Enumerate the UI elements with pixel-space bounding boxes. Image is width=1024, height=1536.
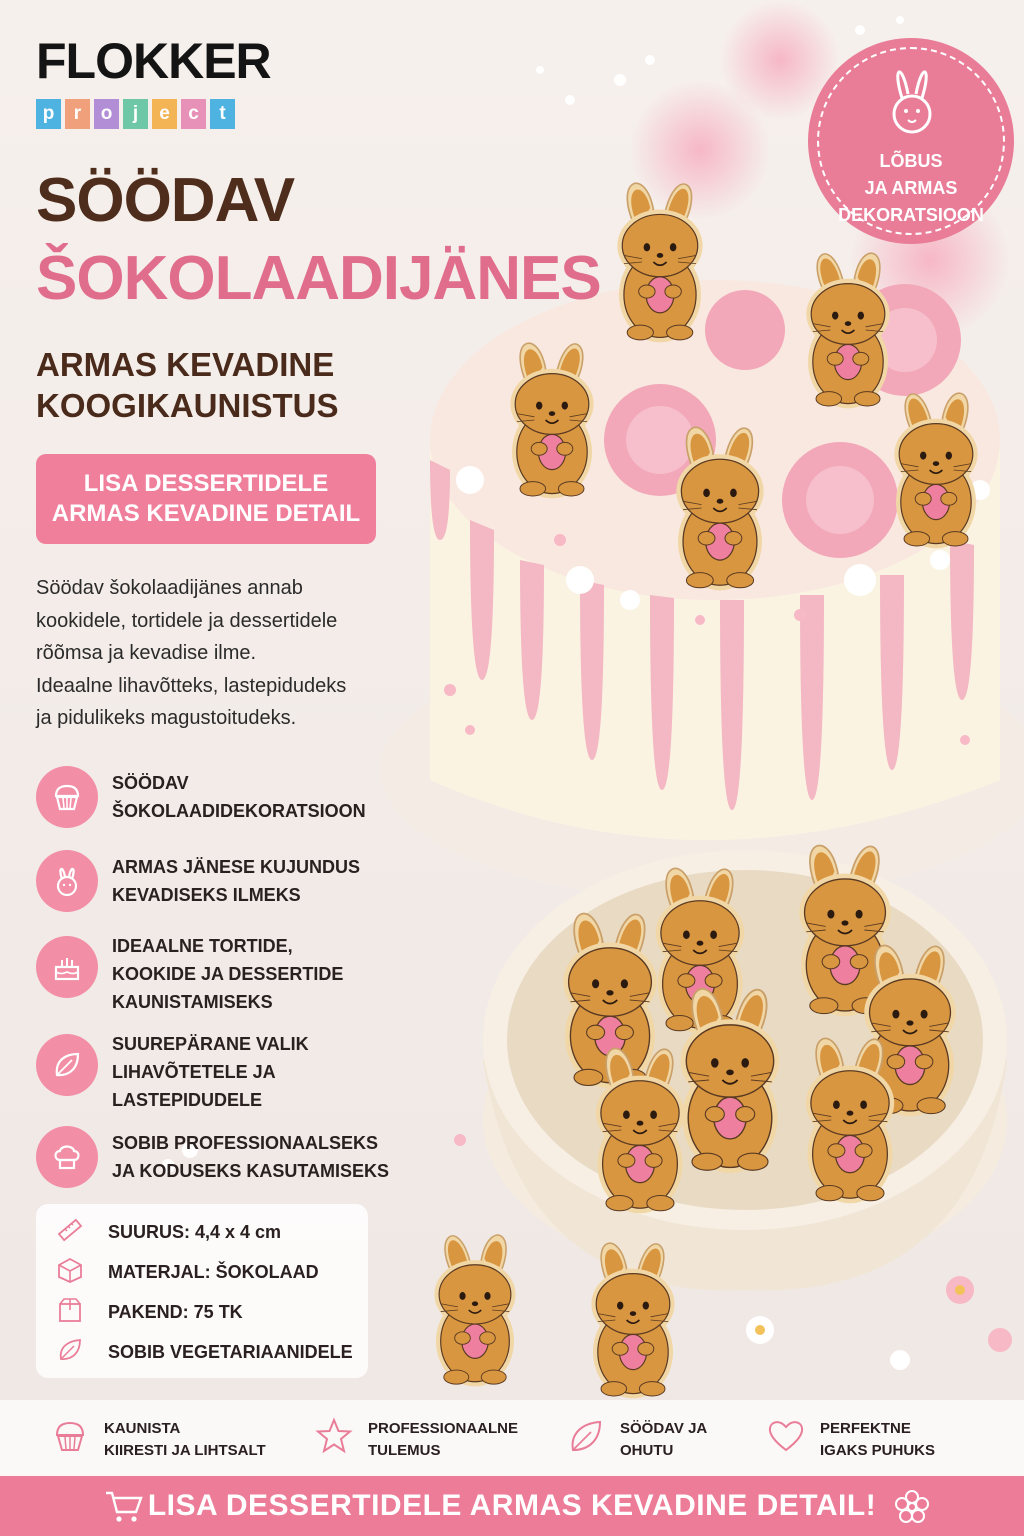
bunny-icon	[36, 850, 98, 912]
cta-pill-line-2: ARMAS KEVADINE DETAIL	[51, 500, 361, 527]
badge-line: LÕBUS	[879, 151, 943, 171]
subtitle-line-1: ARMAS KEVADINE	[36, 346, 335, 383]
feature-line: SUUREPÄRANE VALIK	[112, 1034, 309, 1054]
logo-letter: e	[152, 99, 177, 129]
title-line-2: ŠOKOLAADIJÄNES	[36, 244, 601, 313]
bunny-icon	[884, 60, 940, 143]
spec-text: PAKEND: 75 TK	[108, 1302, 243, 1322]
feature-line: JA KODUSEKS KASUTAMISEKS	[112, 1161, 390, 1181]
feature-line: LASTEPIDUDELE	[112, 1090, 263, 1110]
cta-pill-line-1: LISA DESSERTIDELE	[83, 470, 329, 497]
chef-hat-icon	[36, 1126, 98, 1188]
spec-row	[56, 1216, 281, 1249]
brand-logo: FLOKKER	[36, 33, 271, 89]
bottom-feature	[566, 1416, 707, 1463]
bottom-feature	[766, 1416, 935, 1463]
footer-banner	[0, 1476, 1024, 1536]
feature-line: SÖÖDAV	[112, 773, 189, 793]
logo-letter: r	[65, 99, 90, 129]
leaf-icon	[36, 1034, 98, 1096]
cake-icon	[36, 936, 98, 998]
feature-line: KOOKIDE JA DESSERTIDE	[112, 964, 344, 984]
spec-text: SUURUS: 4,4 x 4 cm	[108, 1222, 282, 1242]
title-line-1: SÖÖDAV	[36, 166, 295, 235]
feature-line: KEVADISEKS ILMEKS	[112, 885, 301, 905]
brand-logo-project	[36, 99, 235, 129]
cart-icon	[104, 1490, 144, 1524]
feature-item	[36, 932, 412, 1016]
bottom-feature-line: PROFESSIONAALNE	[368, 1419, 519, 1437]
bottom-feature-line: SÖÖDAV JA	[620, 1419, 708, 1437]
bottom-feature-line: PERFEKTNE	[820, 1419, 911, 1437]
product-description	[36, 572, 436, 735]
spec-row	[56, 1296, 243, 1329]
bottom-feature-strip	[0, 1400, 1024, 1476]
box-icon	[56, 1256, 84, 1289]
feature-item	[36, 1030, 412, 1114]
package-icon	[56, 1296, 84, 1329]
badge-line: DEKORATSIOON	[838, 205, 984, 225]
feature-line: IDEAALNE TORTIDE,	[112, 936, 293, 956]
heart-icon	[766, 1416, 806, 1463]
bottom-feature	[50, 1416, 266, 1463]
logo-letter: t	[210, 99, 235, 129]
feature-line: ŠOKOLAADIDEKORATSIOON	[112, 801, 366, 821]
ruler-icon	[56, 1216, 84, 1249]
leaf-icon	[566, 1416, 606, 1463]
badge	[808, 38, 1014, 244]
spec-text: SOBIB VEGETARIAANIDELE	[108, 1342, 353, 1362]
spec-row	[56, 1336, 353, 1369]
cupcake-icon	[50, 1416, 90, 1463]
description-line: kookidele, tortidele ja dessertidele	[36, 609, 338, 632]
spec-card	[36, 1204, 368, 1378]
logo-letter: o	[94, 99, 119, 129]
subtitle-line-2: KOOGIKAUNISTUS	[36, 387, 339, 424]
feature-line: LIHAVÕTETELE JA	[112, 1062, 276, 1082]
badge-line: JA ARMAS	[864, 178, 958, 198]
feature-line: SOBIB PROFESSIONAALSEKS	[112, 1133, 379, 1153]
feature-item	[36, 1126, 412, 1188]
spec-text: MATERJAL: ŠOKOLAAD	[108, 1262, 319, 1282]
leaf-icon	[56, 1336, 84, 1369]
cta-pill	[36, 454, 376, 544]
feature-item	[36, 850, 412, 912]
bottom-feature-line: TULEMUS	[368, 1441, 441, 1459]
feature-line: ARMAS JÄNESE KUJUNDUS	[112, 857, 361, 877]
badge-text	[808, 148, 1014, 229]
star-icon	[314, 1416, 354, 1463]
description-line: rõõmsa ja kevadise ilme.	[36, 642, 257, 664]
spec-row	[56, 1256, 319, 1289]
description-line: ja pidulikeks magustoitudeks.	[36, 707, 297, 729]
bottom-feature-line: KAUNISTA	[104, 1419, 181, 1437]
subtitle	[36, 344, 456, 426]
logo-letter: p	[36, 99, 61, 129]
description-line: Söödav šokolaadijänes annab	[36, 577, 303, 599]
bottom-feature-line: OHUTU	[620, 1441, 674, 1459]
footer-text: LISA DESSERTIDELE ARMAS KEVADINE DETAIL!	[147, 1489, 877, 1522]
cupcake-icon	[36, 766, 98, 828]
bottom-feature-line: IGAKS PUHUKS	[820, 1441, 936, 1459]
feature-item	[36, 766, 412, 828]
logo-letter: c	[181, 99, 206, 129]
description-line: Ideaalne lihavõtteks, lastepidudeks	[36, 674, 347, 697]
bottom-feature	[314, 1416, 518, 1463]
bottom-feature-line: KIIRESTI JA LIHTSALT	[104, 1441, 266, 1459]
feature-line: KAUNISTAMISEKS	[112, 992, 273, 1012]
flower-icon	[893, 1488, 931, 1526]
logo-letter: j	[123, 99, 148, 129]
